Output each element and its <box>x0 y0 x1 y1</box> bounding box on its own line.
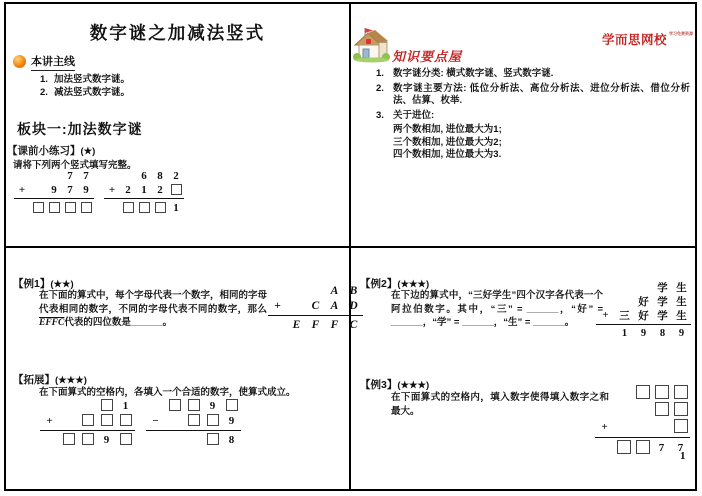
answer-box <box>82 433 94 445</box>
vf-cell: 1 <box>173 202 179 214</box>
kp-subitem: 两个数相加, 进位最大为1; <box>393 124 502 135</box>
vf-cell: 9 <box>678 328 685 339</box>
vf-cell: 2 <box>173 170 179 182</box>
vertical-form-example2 <box>596 281 691 341</box>
vf-cell: B <box>349 285 358 297</box>
vf-row <box>146 399 241 414</box>
vf-cell: 学 <box>657 282 668 294</box>
vf-cell: 生 <box>676 282 687 294</box>
kp-subitem: 四个数相加, 进位最大为3. <box>393 149 502 160</box>
effc-overlined: EFFC <box>39 318 65 328</box>
vf-cell: 生 <box>676 310 687 322</box>
outline-item-number: 2. <box>40 87 48 98</box>
vf-cell: 1 <box>122 400 129 412</box>
vertical-form-example3 <box>595 385 690 457</box>
vf-cell <box>633 385 652 402</box>
vf-cell <box>671 419 690 436</box>
kp-item-3 <box>376 110 690 123</box>
vf-cell: 8 <box>157 170 163 182</box>
vf-cell: 7 <box>67 184 73 196</box>
vf-cell <box>152 201 168 215</box>
vf-cell <box>222 399 241 414</box>
vf-row <box>40 414 135 429</box>
vf-cell <box>203 433 222 448</box>
answer-box <box>120 414 132 426</box>
answer-box <box>636 440 650 454</box>
answer-box <box>636 385 650 399</box>
practice-label-text: 【课前小练习】 <box>7 145 81 157</box>
vf-operator: + <box>602 310 609 321</box>
example3-label <box>360 377 429 392</box>
kp-item-number: 3. <box>376 109 384 121</box>
vertical-form-extension-2 <box>146 399 241 448</box>
vf-cell <box>633 440 652 457</box>
answer-box <box>169 399 181 411</box>
vf-row <box>146 414 241 429</box>
outline-item-number: 1. <box>40 74 48 85</box>
kp-item-2 <box>376 83 690 108</box>
vf-cell: 9 <box>83 184 89 196</box>
answer-box <box>207 414 219 426</box>
vf-cell: 2 <box>157 184 163 196</box>
vf-cell: 学 <box>657 310 668 322</box>
vf-cell: D <box>349 300 358 312</box>
answer-box <box>81 202 92 213</box>
vf-cell: 9 <box>209 400 216 412</box>
vf-cell <box>30 201 46 215</box>
outline-item <box>40 86 130 99</box>
vf-cell <box>97 414 116 429</box>
kp-item-text: 关于进位: <box>393 109 435 121</box>
vf-row <box>595 385 690 402</box>
difficulty-stars: (★★★) <box>397 380 430 391</box>
vf-cell <box>671 402 690 419</box>
vf-row <box>268 318 363 333</box>
vf-row <box>40 433 135 448</box>
example3-label-text: 【例3】 <box>360 379 398 391</box>
vf-rule <box>14 198 94 199</box>
vertical-form-example1 <box>268 284 363 333</box>
vertical-form-extension-1 <box>40 399 135 448</box>
vf-cell: 7 <box>658 442 665 454</box>
vf-cell: A <box>330 285 339 297</box>
vf-cell <box>116 414 135 429</box>
example3-text: 在下面算式的空格内，填入数字使得填入数字之和最大。 <box>391 392 609 417</box>
answer-box <box>226 399 238 411</box>
vf-cell: 学 <box>657 296 668 308</box>
vf-cell <box>184 399 203 414</box>
answer-box <box>207 433 219 445</box>
outline-header: 本讲主线 <box>31 53 75 71</box>
vf-cell: 9 <box>51 184 57 196</box>
vertical-form-practice-2 <box>104 169 184 215</box>
practice-label <box>7 143 95 158</box>
answer-box <box>155 202 166 213</box>
vf-row <box>595 440 690 457</box>
example1-text <box>39 289 267 331</box>
answer-box <box>49 202 60 213</box>
answer-box <box>82 414 94 426</box>
vf-cell: 生 <box>676 296 687 308</box>
vf-cell <box>116 433 135 448</box>
page-number: 1 <box>680 450 686 462</box>
house-icon <box>353 26 391 63</box>
kp-item-text: 数字谜分类: 横式数字谜、竖式数字谜. <box>393 68 554 79</box>
kp-item-1 <box>376 68 690 81</box>
vf-row <box>40 399 135 414</box>
vf-cell: 9 <box>103 434 110 446</box>
answer-box <box>188 399 200 411</box>
vf-cell: F <box>330 319 339 331</box>
outline-item <box>40 73 130 86</box>
vf-cell: 7 <box>677 442 684 454</box>
example2-text: 在下边的算式中，“三好学生”四个汉字各代表一个阿拉伯数字。其中，“三” = ______，“好” = ______，“学” = ______，“生” = ______。 <box>391 290 603 328</box>
outline-item-text: 加法竖式数字谜。 <box>54 74 131 85</box>
vf-operator: + <box>46 415 53 427</box>
answer-box <box>123 202 134 213</box>
vf-cell: 好 <box>638 296 649 308</box>
vf-cell: 9 <box>228 415 235 427</box>
answer-box <box>63 433 75 445</box>
extension-label <box>13 372 87 387</box>
vf-cell: C <box>311 300 320 312</box>
extension-label-text: 【拓展】 <box>13 374 55 386</box>
vf-cell: 1 <box>141 184 147 196</box>
example1-text-before: 在下面的算式中，每个字母代表一个数字，相同的字母代表相同的数字，不同的字母代表不同的数字，那么 <box>39 290 268 315</box>
answer-box <box>33 202 44 213</box>
logo-tagline: 学习免费资源 <box>669 31 693 36</box>
answer-box <box>674 419 688 433</box>
vf-cell: F <box>311 319 320 331</box>
difficulty-stars: (★★★) <box>55 375 87 386</box>
outline-item-text: 减法竖式数字谜。 <box>54 87 131 98</box>
vf-cell <box>78 433 97 448</box>
difficulty-stars: (★★★) <box>397 279 430 290</box>
vf-rule <box>146 430 241 431</box>
vf-operator: + <box>601 421 608 433</box>
answer-box <box>139 202 150 213</box>
kp-item-text: 数字谜主要方法: 低位分析法、高位分析法、进位分析法、借位分析法、估算、枚举. <box>393 82 690 106</box>
vf-operator: + <box>108 184 116 196</box>
vf-row <box>268 299 363 314</box>
vf-cell: 1 <box>621 328 628 339</box>
outline-list <box>40 73 130 99</box>
difficulty-stars: (★) <box>80 146 96 157</box>
vf-rule <box>40 430 135 431</box>
vf-operator: − <box>152 415 159 427</box>
vf-cell: 7 <box>83 170 89 182</box>
vf-cell <box>120 201 136 215</box>
vf-row <box>596 327 691 341</box>
vf-row <box>596 281 691 295</box>
vf-cell: 三 <box>619 310 630 322</box>
kp-subitem: 三个数相加, 进位最大为2; <box>393 136 502 148</box>
vf-cell <box>46 201 62 215</box>
vf-cell <box>184 414 203 429</box>
vf-row <box>104 201 184 215</box>
xueersi-logo: 学而思网校 <box>602 33 668 47</box>
vf-cell <box>97 399 116 414</box>
answer-box <box>65 202 76 213</box>
vf-cell: 9 <box>640 328 647 339</box>
orange-bullet-icon <box>13 55 26 68</box>
vf-cell: 8 <box>228 434 235 446</box>
vf-cell <box>59 433 78 448</box>
vf-cell: C <box>349 319 358 331</box>
vf-rule <box>596 324 691 325</box>
vf-row <box>104 183 184 197</box>
answer-box <box>674 402 688 416</box>
vf-cell <box>78 414 97 429</box>
horizontal-divider <box>4 246 697 248</box>
vf-cell <box>78 201 94 215</box>
vf-row <box>595 402 690 419</box>
extension-text: 在下面算式的空格内，各填入一个合适的数字，使算式成立。 <box>39 387 296 398</box>
vf-cell <box>652 385 671 402</box>
vf-cell <box>203 414 222 429</box>
vf-row <box>146 433 241 448</box>
answer-box <box>617 440 631 454</box>
vf-row <box>595 419 690 436</box>
vf-cell: A <box>330 300 339 312</box>
answer-box <box>101 399 113 411</box>
difficulty-stars: (★★) <box>50 279 74 290</box>
vf-cell <box>168 183 184 197</box>
vertical-form-practice-1 <box>14 169 94 215</box>
vf-row <box>268 284 363 299</box>
vf-cell <box>165 399 184 414</box>
answer-box <box>120 433 132 445</box>
practice-instruction: 请将下列两个竖式填写完整。 <box>13 160 137 171</box>
vf-cell <box>671 385 690 402</box>
example1-label-text: 【例1】 <box>13 278 51 290</box>
answer-box <box>655 385 669 399</box>
vf-cell: E <box>292 319 301 331</box>
vf-cell <box>614 440 633 457</box>
answer-box <box>188 414 200 426</box>
vf-rule <box>595 437 690 438</box>
answer-box <box>101 414 113 426</box>
vf-rule <box>268 315 363 316</box>
answer-box <box>655 402 669 416</box>
section-header-block1: 板块一:加法数字谜 <box>17 121 143 137</box>
vf-rule <box>104 198 184 199</box>
vf-row <box>104 169 184 183</box>
vf-row <box>596 295 691 309</box>
knowledge-points-header: 知识要点屋 <box>392 49 463 64</box>
vf-operator: + <box>18 184 26 196</box>
example2-label-text: 【例2】 <box>360 278 398 290</box>
vf-row <box>14 169 94 183</box>
answer-box <box>674 385 688 399</box>
vf-row <box>14 201 94 215</box>
page-title: 数字谜之加减法竖式 <box>89 23 266 43</box>
answer-box <box>171 184 182 195</box>
knowledge-points-list <box>376 68 690 162</box>
vf-operator: + <box>274 300 281 312</box>
vf-row <box>596 309 691 323</box>
kp-item-number: 1. <box>376 68 384 79</box>
vf-cell: 8 <box>659 328 666 339</box>
vf-cell <box>652 402 671 419</box>
vf-cell: 6 <box>141 170 147 182</box>
answer-blank: ______ <box>130 317 163 328</box>
vf-cell: 7 <box>67 170 73 182</box>
vf-cell <box>62 201 78 215</box>
vf-cell: 好 <box>638 310 649 322</box>
kp-item-number: 2. <box>376 82 384 94</box>
example1-text-after: 代表的四位数是 <box>64 317 131 328</box>
vf-cell <box>136 201 152 215</box>
period: 。 <box>162 317 173 328</box>
vf-row <box>14 183 94 197</box>
vf-cell: 2 <box>125 184 131 196</box>
